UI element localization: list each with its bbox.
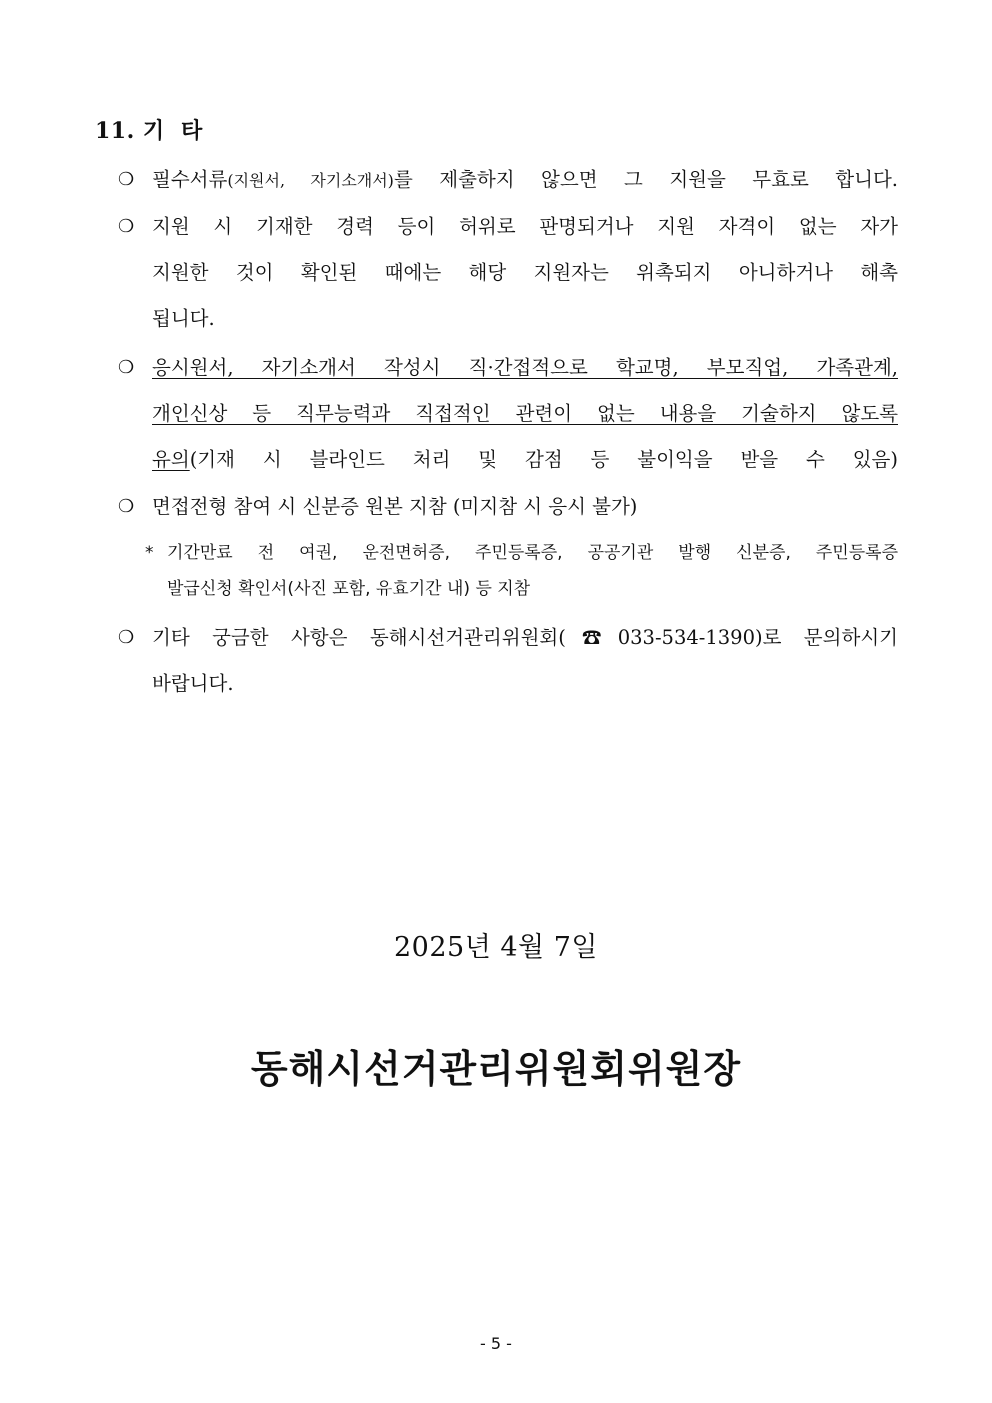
circle-bullet-icon: ❍ (118, 627, 135, 648)
item-line: 면접전형 참여 시 신분증 원본 지참 (미지참 시 응시 불가) (152, 495, 638, 518)
item-line: 됩니다. (152, 307, 215, 330)
item-line: 지원한 것이 확인된 때에는 해당 지원자는 위촉되지 아니하거나 해촉 (152, 261, 898, 284)
item-line: 필수서류(지원서, 자기소개서)를 제출하지 않으면 그 지원을 무효로 합니다. (152, 168, 898, 191)
list-item (118, 484, 898, 530)
note-line: 기간만료 전 여권, 운전면허증, 주민등록증, 공공기관 발행 신분증, 주민등록증 (167, 543, 898, 563)
circle-bullet-icon: ❍ (118, 169, 135, 190)
note (145, 535, 898, 607)
section-title: 11. 기 타 (95, 118, 203, 144)
circle-bullet-icon: ❍ (118, 357, 135, 378)
item-line: 지원 시 기재한 경력 등이 허위로 판명되거나 지원 자격이 없는 자가 (152, 215, 898, 238)
item-line: 기타 궁금한 사항은 동해시선거관리위원회(☎033-534-1390)로 문의하시기 (152, 626, 898, 649)
circle-bullet-icon: ❍ (118, 216, 135, 237)
signer-title: 동해시선거관리위원회위원장 (250, 1046, 742, 1091)
list-item (118, 345, 898, 483)
list-item (118, 615, 898, 707)
item-line: 개인신상 등 직무능력과 직접적인 관련이 없는 내용을 기술하지 않도록 (152, 402, 898, 425)
item-line: 바랍니다. (152, 672, 234, 695)
item-line: 응시원서, 자기소개서 작성시 직·간접적으로 학교명, 부모직업, 가족관계, (152, 356, 898, 379)
circle-bullet-icon: ❍ (118, 496, 135, 517)
list-item (118, 157, 898, 204)
page-number: - 5 - (480, 1334, 512, 1353)
item-line: 유의(기재 시 블라인드 처리 및 감점 등 불이익을 받을 수 있음) (152, 448, 898, 471)
note-line: 발급신청 확인서(사진 포함, 유효기간 내) 등 지참 (167, 579, 531, 599)
document-date: 2025년 4월 7일 (394, 932, 598, 963)
list-item (118, 204, 898, 342)
asterisk-icon: * (145, 543, 154, 563)
